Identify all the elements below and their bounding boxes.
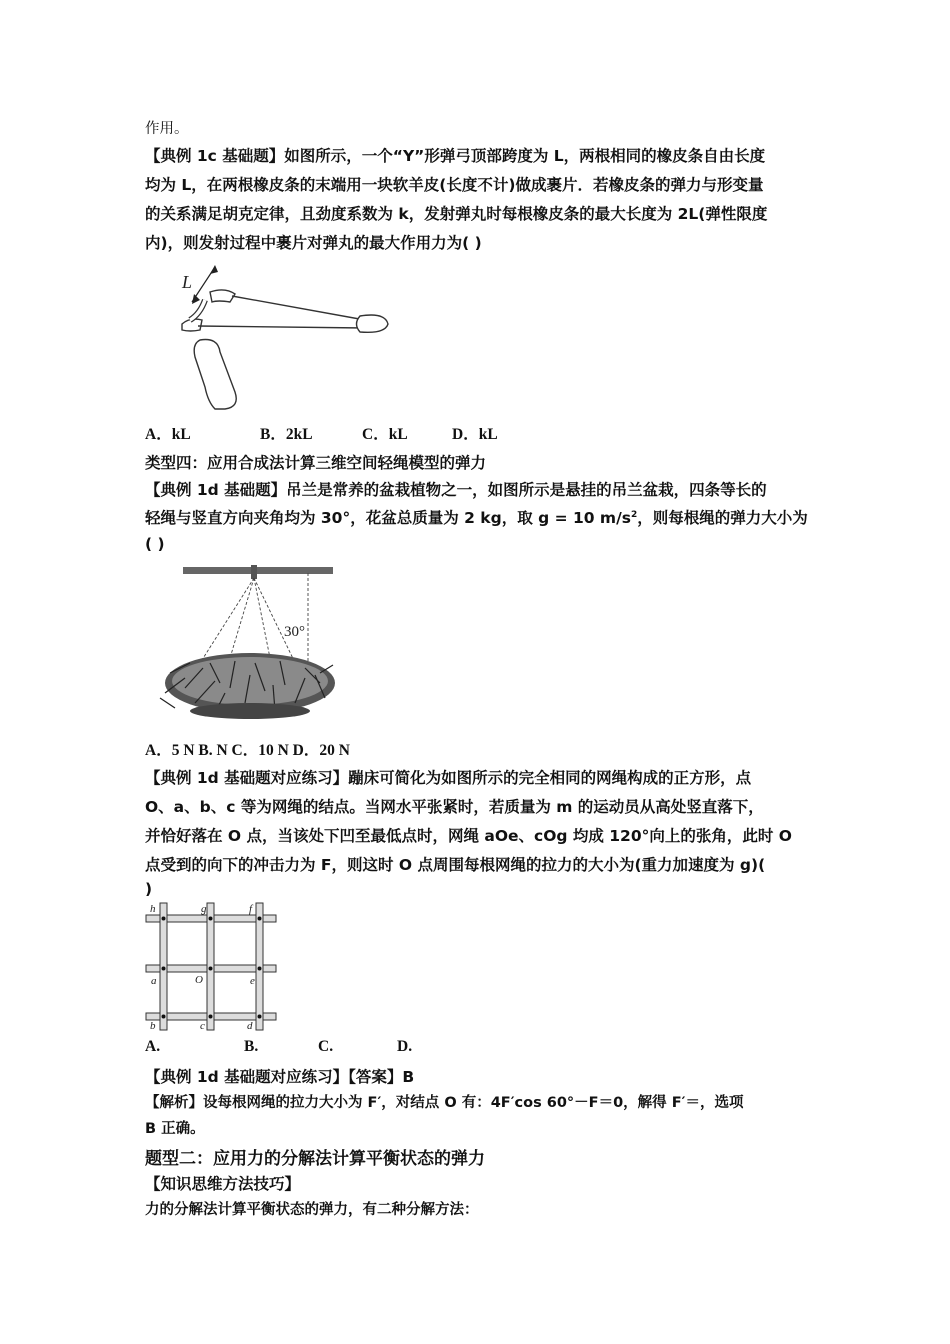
knowledge-heading: 【知识思维方法技巧】 (145, 1175, 301, 1193)
length-label: L (182, 272, 193, 292)
answer-line-1: 【典例 1d 基础题对应练习】【答案】B (145, 1068, 415, 1086)
practice-line-5: ) (145, 880, 153, 898)
slingshot-figure (170, 262, 400, 412)
option-c: C．kL (362, 426, 408, 443)
node-label-c: c (200, 1020, 205, 1032)
example-1c-line-4: 内)，则发射过程中裹片对弹丸的最大作用力为( ) (145, 234, 482, 252)
practice-option-d: D. (397, 1038, 413, 1055)
practice-line-1: 【典例 1d 基础题对应练习】蹦床可简化为如图所示的完全相同的网绳构成的正方形，点 (145, 769, 752, 787)
text-line: 作用。 (145, 121, 189, 137)
practice-line-4: 点受到的向下的冲击力为 F，则这时 O 点周围每根网绳的拉力的大小为(重力加速度为 g)( (145, 856, 766, 874)
node-label-h: h (150, 903, 156, 915)
node-label-b: b (150, 1020, 156, 1032)
node-label-o: O (195, 974, 203, 986)
example-1d-line-3: ( ) (145, 535, 165, 553)
example-1c-line-3: 的关系满足胡克定律，且劲度系数为 k，发射弹丸时每根橡皮条的最大长度为 2L(弹性限度 (145, 205, 768, 223)
practice-option-a: A. (145, 1038, 161, 1055)
practice-option-b: B. (244, 1038, 259, 1055)
practice-option-c: C. (318, 1038, 334, 1055)
trampoline-net-figure (143, 900, 278, 1032)
node-label-e: e (250, 975, 255, 987)
example-1d-line-1: 【典例 1d 基础题】吊兰是常养的盆栽植物之一，如图所示是悬挂的吊兰盆栽，四条等长的 (145, 481, 767, 499)
option-b: B．2kL (260, 426, 313, 443)
example-1d-options: A．5 N B. N C．10 N D．20 N (145, 742, 350, 759)
hanging-plant-figure (155, 563, 340, 731)
method-text: 力的分解法计算平衡状态的弹力，有二种分解方法： (145, 1202, 479, 1218)
example-1c-line-1: 【典例 1c 基础题】如图所示，一个“Y”形弹弓顶部跨度为 L，两根相同的橡皮条自由长度 (145, 147, 766, 165)
answer-line-3: B 正确。 (145, 1121, 205, 1137)
example-1d-line-2: 轻绳与竖直方向夹角均为 30°，花盆总质量为 2 kg，取 g = 10 $m/s^2$，则每根绳的弹力大小为 (145, 509, 808, 527)
node-label-a: a (151, 975, 157, 987)
practice-line-2: O、a、b、c 等为网绳的结点。当网水平张紧时，若质量为 m 的运动员从高处竖直落下， (145, 798, 764, 816)
option-d: D．kL (452, 426, 498, 443)
practice-line-3: 并恰好落在 O 点，当该处下凹至最低点时，网绳 aOe、cOg 均成 120°向上的张角，此时 O (145, 827, 792, 845)
section-heading: 题型二：应用力的分解法计算平衡状态的弹力 (145, 1149, 485, 1169)
example-1c-line-2: 均为 L，在两根橡皮条的末端用一块软羊皮(长度不计)做成裹片．若橡皮条的弹力与形变量 (145, 176, 764, 194)
type-four-heading: 类型四：应用合成法计算三维空间轻绳模型的弹力 (145, 454, 487, 472)
option-a: A．kL (145, 426, 191, 443)
node-label-f: f (249, 903, 253, 915)
node-label-g: g (201, 903, 207, 915)
angle-label: 30° (284, 624, 305, 640)
node-label-d: d (247, 1020, 253, 1032)
answer-line-2: 【解析】设每根网绳的拉力大小为 F′，对结点 O 有：4F′cos 60°－F＝0，解得 F′＝，选项 (145, 1095, 744, 1111)
